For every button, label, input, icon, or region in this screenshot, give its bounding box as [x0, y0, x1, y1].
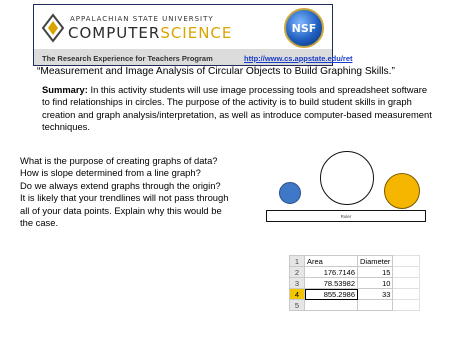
selected-cell[interactable]: 855.2986 [305, 289, 358, 300]
small-blue-circle [279, 182, 301, 204]
summary-label: Summary: [42, 84, 88, 95]
banner-top [34, 5, 332, 51]
program-name: The Research Experience for Teachers Program [42, 54, 213, 63]
table-cell[interactable] [305, 300, 358, 311]
ruler [266, 210, 426, 222]
table-cell[interactable] [393, 289, 420, 300]
summary-text: In this activity students will use image processing tools and spreadsheet software to find relationships in circles. The purpose of the activity is to build student skills in graph creation and graph analysis/interpretation, as well as introduce computer-based measurement techniques. [42, 84, 432, 133]
table-row [290, 278, 420, 289]
table-cell[interactable]: 33 [358, 289, 393, 300]
department-name-prefix: COMPUTER [68, 24, 161, 42]
question-item: How is slope determined from a line graph? [20, 167, 201, 179]
program-url-link[interactable]: http://www.cs.appstate.edu/ret [244, 54, 353, 63]
row-number[interactable]: 2 [290, 267, 305, 278]
table-row [290, 256, 420, 267]
nsf-logo-icon [284, 8, 324, 48]
ruler-label: Ruler [340, 213, 352, 219]
question-item: Do we always extend graphs through the origin? [20, 179, 221, 191]
department-name-suffix: SCIENCE [160, 24, 233, 42]
page-title: “Measurement and Image Analysis of Circular Objects to Build Graphing Skills.” [37, 66, 395, 77]
row-number-selected[interactable]: 4 [290, 289, 305, 300]
large-white-circle [320, 151, 374, 205]
question-item: What is the purpose of creating graphs of data? [20, 155, 218, 166]
header-banner [33, 4, 353, 66]
department-name [68, 24, 232, 42]
question-item: It is likely that your trendlines will not pass through all of your data points. Explain why this would be the case. [20, 192, 229, 229]
university-name: APPALACHIAN STATE UNIVERSITY [70, 15, 214, 23]
table-cell[interactable] [393, 256, 420, 267]
table-cell[interactable] [358, 300, 393, 311]
table-row [290, 289, 420, 300]
row-number[interactable]: 3 [290, 278, 305, 289]
table-row [290, 267, 420, 278]
table-row [290, 300, 420, 311]
row-number[interactable]: 1 [290, 256, 305, 267]
table-cell[interactable] [393, 300, 420, 311]
question-list [20, 155, 232, 229]
table-cell[interactable] [393, 278, 420, 289]
university-logo-icon [42, 14, 64, 42]
table-cell[interactable] [393, 267, 420, 278]
row-number[interactable]: 5 [290, 300, 305, 311]
summary-paragraph [42, 84, 437, 134]
spreadsheet-table [289, 255, 420, 311]
banner-strip [34, 49, 353, 65]
table-cell[interactable]: 10 [358, 278, 393, 289]
nsf-logo-text: NSF [291, 21, 317, 35]
table-header-area[interactable]: Area [305, 256, 358, 267]
medium-yellow-circle [384, 173, 420, 209]
table-cell[interactable]: 78.53982 [305, 278, 358, 289]
table-header-diameter[interactable]: Diameter [358, 256, 393, 267]
table-cell[interactable]: 176.7146 [305, 267, 358, 278]
table-cell[interactable]: 15 [358, 267, 393, 278]
